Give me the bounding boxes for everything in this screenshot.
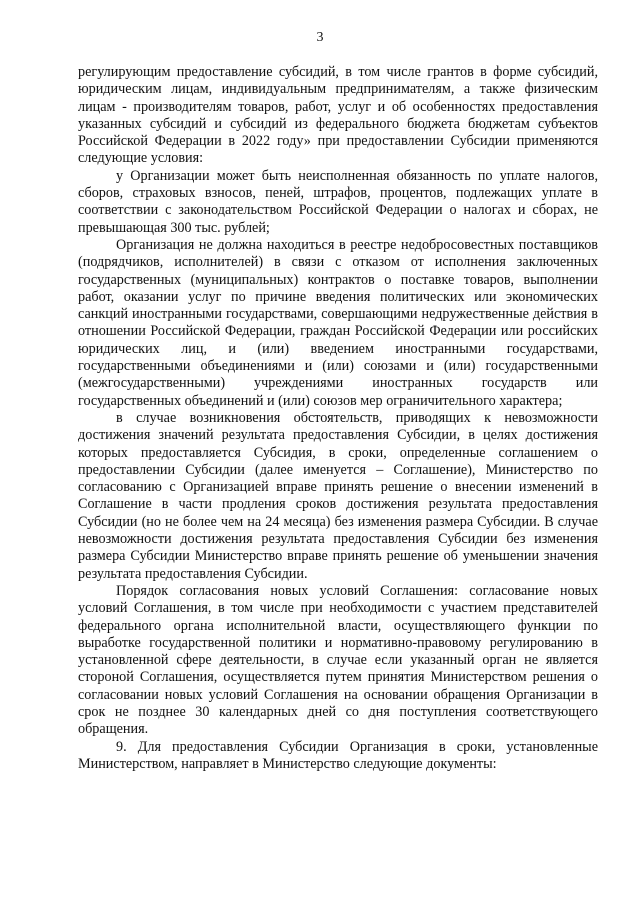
paragraph-circumstances-condition: в случае возникновения обстоятельств, приводящих к невозможности достижения значений результата предоставления Субсидии, в целях достижения которых предоставляется Субсидия, в сроки, определенные соглашением о предоставлении Субсидии (далее именуется – Соглашение), Министерство по согласованию с Организацией вправе принять решение о внесении изменений в Соглашение в части продления сроков достижения результата предоставления Субсидии (но не более чем на 24 месяца) без изменения размера Субсидии. В случае невозможности достижения результата предоставления Субсидии без изменения размера Субсидии Министерство вправе принять решение об уменьшении значения результата предоставления Субсидии. bbox=[78, 409, 598, 582]
paragraph-item-9: 9. Для предоставления Субсидии Организация в сроки, установленные Министерством, направляет в Министерство следующие документы: bbox=[78, 738, 598, 772]
paragraph-registry-condition: Организация не должна находиться в реестре недобросовестных поставщиков (подрядчиков, исполнителей) в связи с отказом от исполнения заключенных государственных (муниципальных) контрактов о поставке товаров, выполнении работ, оказании услуг по причине введения политических или экономических санкций иностранными государствами, совершающими недружественные действия в отношении Российской Федерации, граждан Российской Федерации или российских юридических лиц, и (или) введением иностранными государствами, государственными объединениями и (или) союзами и (или) государственными (межгосударственными) учреждениями иностранных государств или государственных объединений и (или) союзов мер ограничительного характера; bbox=[78, 236, 598, 409]
document-body bbox=[78, 64, 598, 773]
page-number: 3 bbox=[316, 30, 324, 45]
paragraph-continuation: регулирующим предоставление субсидий, в том числе грантов в форме субсидий, юридическим лицам, индивидуальным предпринимателям, а также физическим лицам - производителям товаров, работ, услуг и об особенностях предоставления указанных субсидий и субсидий из федерального бюджета бюджетам субъектов Российской Федерации в 2022 году» при предоставлении Субсидии применяются следующие условия: bbox=[78, 64, 598, 167]
paragraph-agreement-procedure: Порядок согласования новых условий Соглашения: согласование новых условий Соглашения, в том числе при необходимости с участием представителей федерального органа исполнительной власти, осуществляющего функции по выработке государственной политики и нормативно-правовому регулированию в установленной сфере деятельности, в случае если указанный орган не является стороной Соглашения, осуществляется путем принятия Министерством решения о согласовании новых условий Соглашения на основании обращения Организации в срок не позднее 30 календарных дней со дня поступления соответствующего обращения. bbox=[78, 582, 598, 738]
paragraph-tax-condition: у Организации может быть неисполненная обязанность по уплате налогов, сборов, страховых взносов, пеней, штрафов, процентов, подлежащих уплате в соответствии с законодательством Российской Федерации о налогах и сборах, не превышающая 300 тыс. рублей; bbox=[78, 167, 598, 236]
